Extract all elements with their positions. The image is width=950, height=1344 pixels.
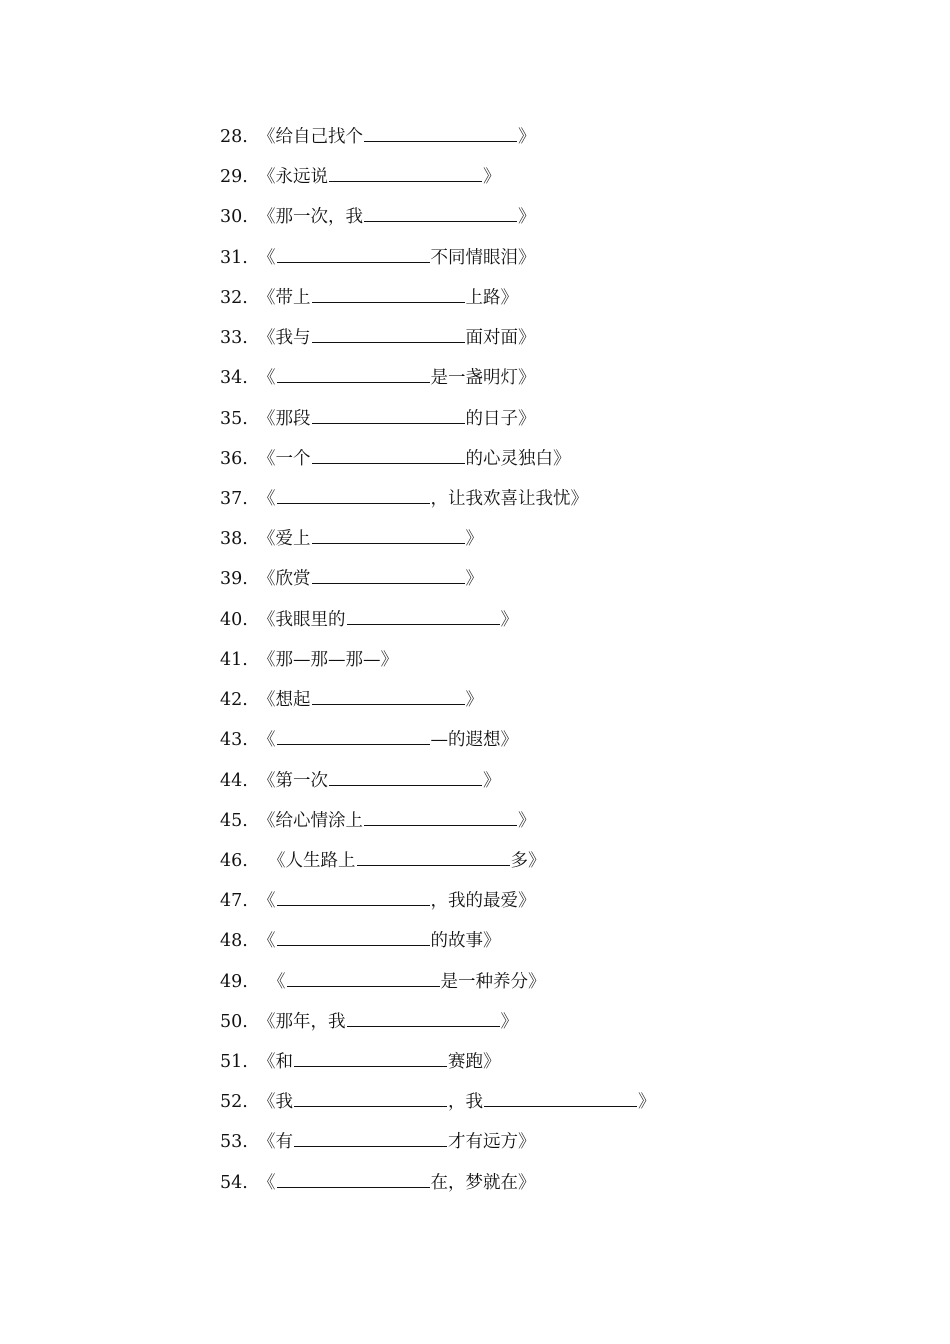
- title-text: 》: [483, 167, 501, 188]
- title-text: 《一个: [258, 448, 311, 469]
- item-number: 48.: [220, 931, 248, 952]
- fill-in-blank-line: [277, 483, 430, 504]
- title-text: 是一盏明灯》: [430, 368, 536, 389]
- item-number: 42.: [220, 690, 248, 711]
- list-item: [220, 444, 656, 484]
- fill-in-blank-line: [312, 684, 465, 705]
- list-item: [220, 846, 656, 886]
- list-item: [220, 243, 656, 283]
- title-text: 》: [518, 127, 536, 147]
- title-text: 不同情眼泪》: [430, 247, 536, 268]
- list-item: [220, 283, 656, 323]
- list-item: [220, 926, 656, 966]
- list-item: [220, 404, 656, 444]
- title-text: 《给自己找个: [258, 127, 363, 147]
- item-number: 31.: [220, 247, 248, 268]
- item-number: 51.: [220, 1052, 248, 1073]
- item-number: 50.: [220, 1011, 248, 1032]
- title-text: 《: [258, 730, 276, 751]
- essay-title-list: [220, 122, 656, 1208]
- fill-in-blank-line: [364, 121, 517, 142]
- fill-in-blank-line: [329, 765, 482, 786]
- list-item: [220, 1007, 656, 1047]
- item-number: 45.: [220, 810, 248, 831]
- item-number: 47.: [220, 891, 248, 912]
- item-number: 32.: [220, 287, 248, 308]
- fill-in-blank-line: [277, 925, 430, 946]
- item-number: 41.: [220, 649, 248, 670]
- title-text: 《那段: [258, 408, 311, 429]
- fill-in-blank-line: [312, 282, 465, 303]
- item-number: 29.: [220, 167, 248, 188]
- list-item: [220, 484, 656, 524]
- title-text: 多》: [510, 850, 546, 871]
- title-text: 《: [258, 931, 276, 952]
- item-number: 53.: [220, 1132, 248, 1153]
- title-text: 》: [465, 529, 483, 550]
- fill-in-blank-line: [347, 604, 500, 625]
- title-text: 的心灵独白》: [465, 448, 571, 469]
- title-text: 的故事》: [430, 931, 501, 952]
- title-text: 《和: [258, 1052, 293, 1073]
- fill-in-blank-line: [277, 724, 430, 745]
- fill-in-blank-line: [294, 1126, 447, 1147]
- title-text: 《那年，我: [258, 1011, 346, 1032]
- fill-in-blank-line: [277, 242, 430, 263]
- title-text: 《那一次，我: [258, 207, 363, 228]
- item-number: 37.: [220, 488, 248, 509]
- title-text: ，让我欢喜让我忧》: [430, 488, 588, 509]
- title-text: 》: [483, 770, 501, 791]
- title-text: 》: [465, 569, 483, 590]
- fill-in-blank-line: [364, 201, 517, 222]
- fill-in-blank-line: [312, 443, 465, 464]
- list-item: [220, 806, 656, 846]
- list-item: [220, 162, 656, 202]
- title-text: 上路》: [465, 287, 518, 308]
- title-text: 《: [258, 1172, 276, 1193]
- item-number: 38.: [220, 529, 248, 550]
- list-item: [220, 524, 656, 564]
- fill-in-blank-line: [347, 1006, 500, 1027]
- fill-in-blank-line: [357, 845, 510, 866]
- list-item: [220, 1087, 656, 1127]
- title-text: 》: [465, 690, 483, 711]
- list-item: [220, 1168, 656, 1208]
- item-number: 49.: [220, 971, 248, 992]
- fill-in-blank-line: [277, 1167, 430, 1188]
- item-number: 34.: [220, 368, 248, 389]
- list-item: [220, 363, 656, 403]
- fill-in-blank-line: [287, 966, 440, 987]
- list-item: [220, 1127, 656, 1167]
- list-item: [220, 1047, 656, 1087]
- list-item: [220, 645, 656, 685]
- title-text: 《带上: [258, 287, 311, 308]
- title-text: 》: [500, 1011, 518, 1032]
- item-number: 46.: [220, 850, 248, 871]
- title-text: 的日子》: [465, 408, 536, 429]
- fill-in-blank-line: [484, 1086, 637, 1107]
- list-item: [220, 886, 656, 926]
- fill-in-blank-line: [277, 362, 430, 383]
- list-item: [220, 685, 656, 725]
- title-text: 在，梦就在》: [430, 1172, 536, 1193]
- title-text: 《爱上: [258, 529, 311, 550]
- title-text: 《我: [258, 1092, 293, 1113]
- title-text: 是一种养分》: [440, 971, 546, 992]
- fill-in-blank-line: [364, 805, 517, 826]
- item-number: 52.: [220, 1092, 248, 1113]
- title-text: 《给心情涂上: [258, 810, 363, 831]
- title-text: 《第一次: [258, 770, 328, 791]
- title-text: —的遐想》: [430, 730, 518, 751]
- list-item: [220, 605, 656, 645]
- title-text: ，我: [448, 1092, 483, 1113]
- list-item: [220, 967, 656, 1007]
- title-text: 》: [518, 810, 536, 831]
- item-number: 39.: [220, 569, 248, 590]
- item-number: 54.: [220, 1172, 248, 1193]
- list-item: [220, 725, 656, 765]
- title-text: 《永远说: [258, 167, 328, 188]
- fill-in-blank-line: [294, 1046, 447, 1067]
- title-text: 《有: [258, 1132, 293, 1153]
- title-text: 》: [518, 207, 536, 228]
- fill-in-blank-line: [277, 885, 430, 906]
- fill-in-blank-line: [312, 563, 465, 584]
- title-text: 《: [268, 971, 286, 992]
- list-item: [220, 122, 656, 162]
- fill-in-blank-line: [312, 322, 465, 343]
- list-item: [220, 202, 656, 242]
- item-number: 43.: [220, 730, 248, 751]
- item-number: 33.: [220, 328, 248, 349]
- title-text: 才有远方》: [448, 1132, 536, 1153]
- title-text: 《人生路上: [268, 850, 356, 871]
- fill-in-blank-line: [329, 161, 482, 182]
- fill-in-blank-line: [312, 403, 465, 424]
- item-number: 40.: [220, 609, 248, 630]
- title-text: 赛跑》: [448, 1052, 501, 1073]
- title-text: 面对面》: [465, 328, 536, 349]
- title-text: 《欣赏: [258, 569, 311, 590]
- title-text: 《想起: [258, 690, 311, 711]
- title-text: 》: [638, 1092, 656, 1113]
- title-text: 《: [258, 891, 276, 912]
- item-number: 44.: [220, 770, 248, 791]
- title-text: 《我眼里的: [258, 609, 346, 630]
- item-number: 28.: [220, 127, 248, 147]
- title-text: 《: [258, 247, 276, 268]
- title-text: ，我的最爱》: [430, 891, 536, 912]
- list-item: [220, 766, 656, 806]
- title-text: 《: [258, 368, 276, 389]
- list-item: [220, 564, 656, 604]
- item-number: 35.: [220, 408, 248, 429]
- fill-in-blank-line: [312, 523, 465, 544]
- title-text: 《: [258, 488, 276, 509]
- list-item: [220, 323, 656, 363]
- title-text: 《那—那—那—》: [258, 649, 398, 670]
- title-text: 》: [500, 609, 518, 630]
- fill-in-blank-line: [294, 1086, 447, 1107]
- title-text: 《我与: [258, 328, 311, 349]
- item-number: 30.: [220, 207, 248, 228]
- item-number: 36.: [220, 448, 248, 469]
